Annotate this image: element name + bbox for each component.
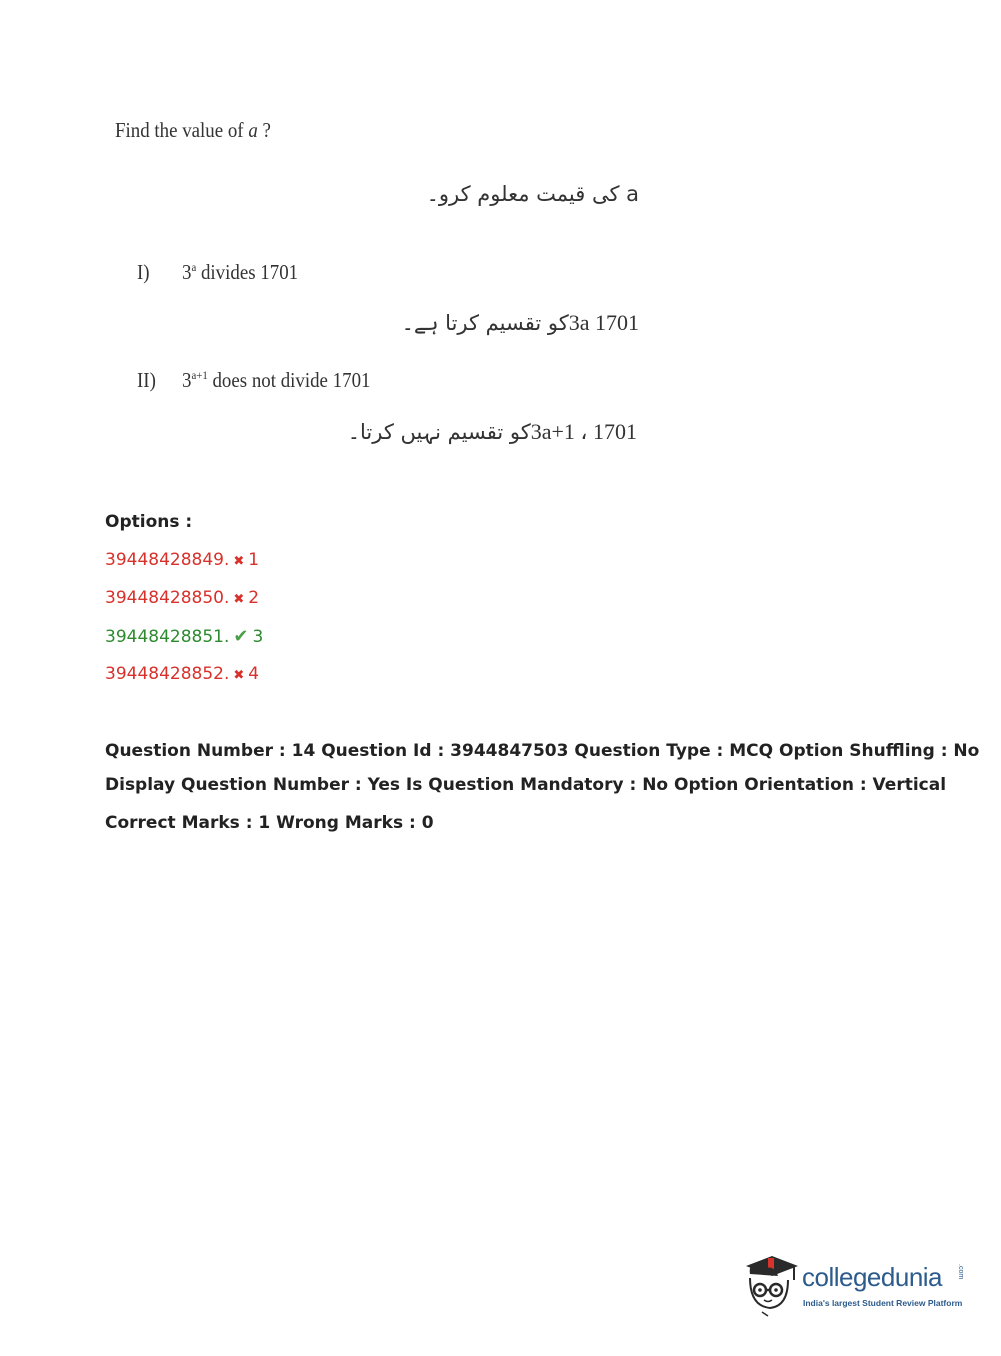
question-meta-line: Question Number : 14 Question Id : 3944847503 Question Type : MCQ Option Shuffling : No <box>105 741 980 761</box>
option-item-correct: 39448428851. ✔ 3 <box>105 626 264 647</box>
options-title: Options : <box>105 512 193 532</box>
logo-dotcom: .com <box>957 1264 964 1280</box>
cross-icon: ✖ <box>233 668 245 683</box>
question-prompt-urdu: a کی قیمت معلوم کرو۔ <box>426 182 639 206</box>
cross-icon: ✖ <box>233 592 245 607</box>
condition-2: II) $3^{a+1}$ does not divide 1701 <box>137 368 371 392</box>
question-prompt: Find the value of a ? <box>115 118 271 142</box>
cross-icon: ✖ <box>233 554 245 569</box>
marks-line: Correct Marks : 1 Wrong Marks : 0 <box>105 813 434 833</box>
option-item: 39448428850. ✖ 2 <box>105 588 260 608</box>
mascot-icon <box>742 1248 800 1318</box>
logo-tagline: India's largest Student Review Platform <box>803 1298 963 1308</box>
logo-wordmark: collegedunia <box>802 1262 943 1292</box>
condition-1-urdu: 3a 1701کو تقسیم کرتا ہے۔ <box>401 310 639 335</box>
condition-2-urdu: 3a+1 ، 1701کو تقسیم نہیں کرتا۔ <box>347 419 637 444</box>
collegedunia-logo[interactable] <box>742 1248 972 1318</box>
option-item: 39448428852. ✖ 4 <box>105 664 260 684</box>
check-icon: ✔ <box>233 626 249 647</box>
option-item: 39448428849. ✖ 1 <box>105 550 260 570</box>
condition-1: I) 3$^a$ divides 1701 <box>137 260 299 284</box>
question-meta-line: Display Question Number : Yes Is Question Mandatory : No Option Orientation : Vertical <box>105 775 947 795</box>
